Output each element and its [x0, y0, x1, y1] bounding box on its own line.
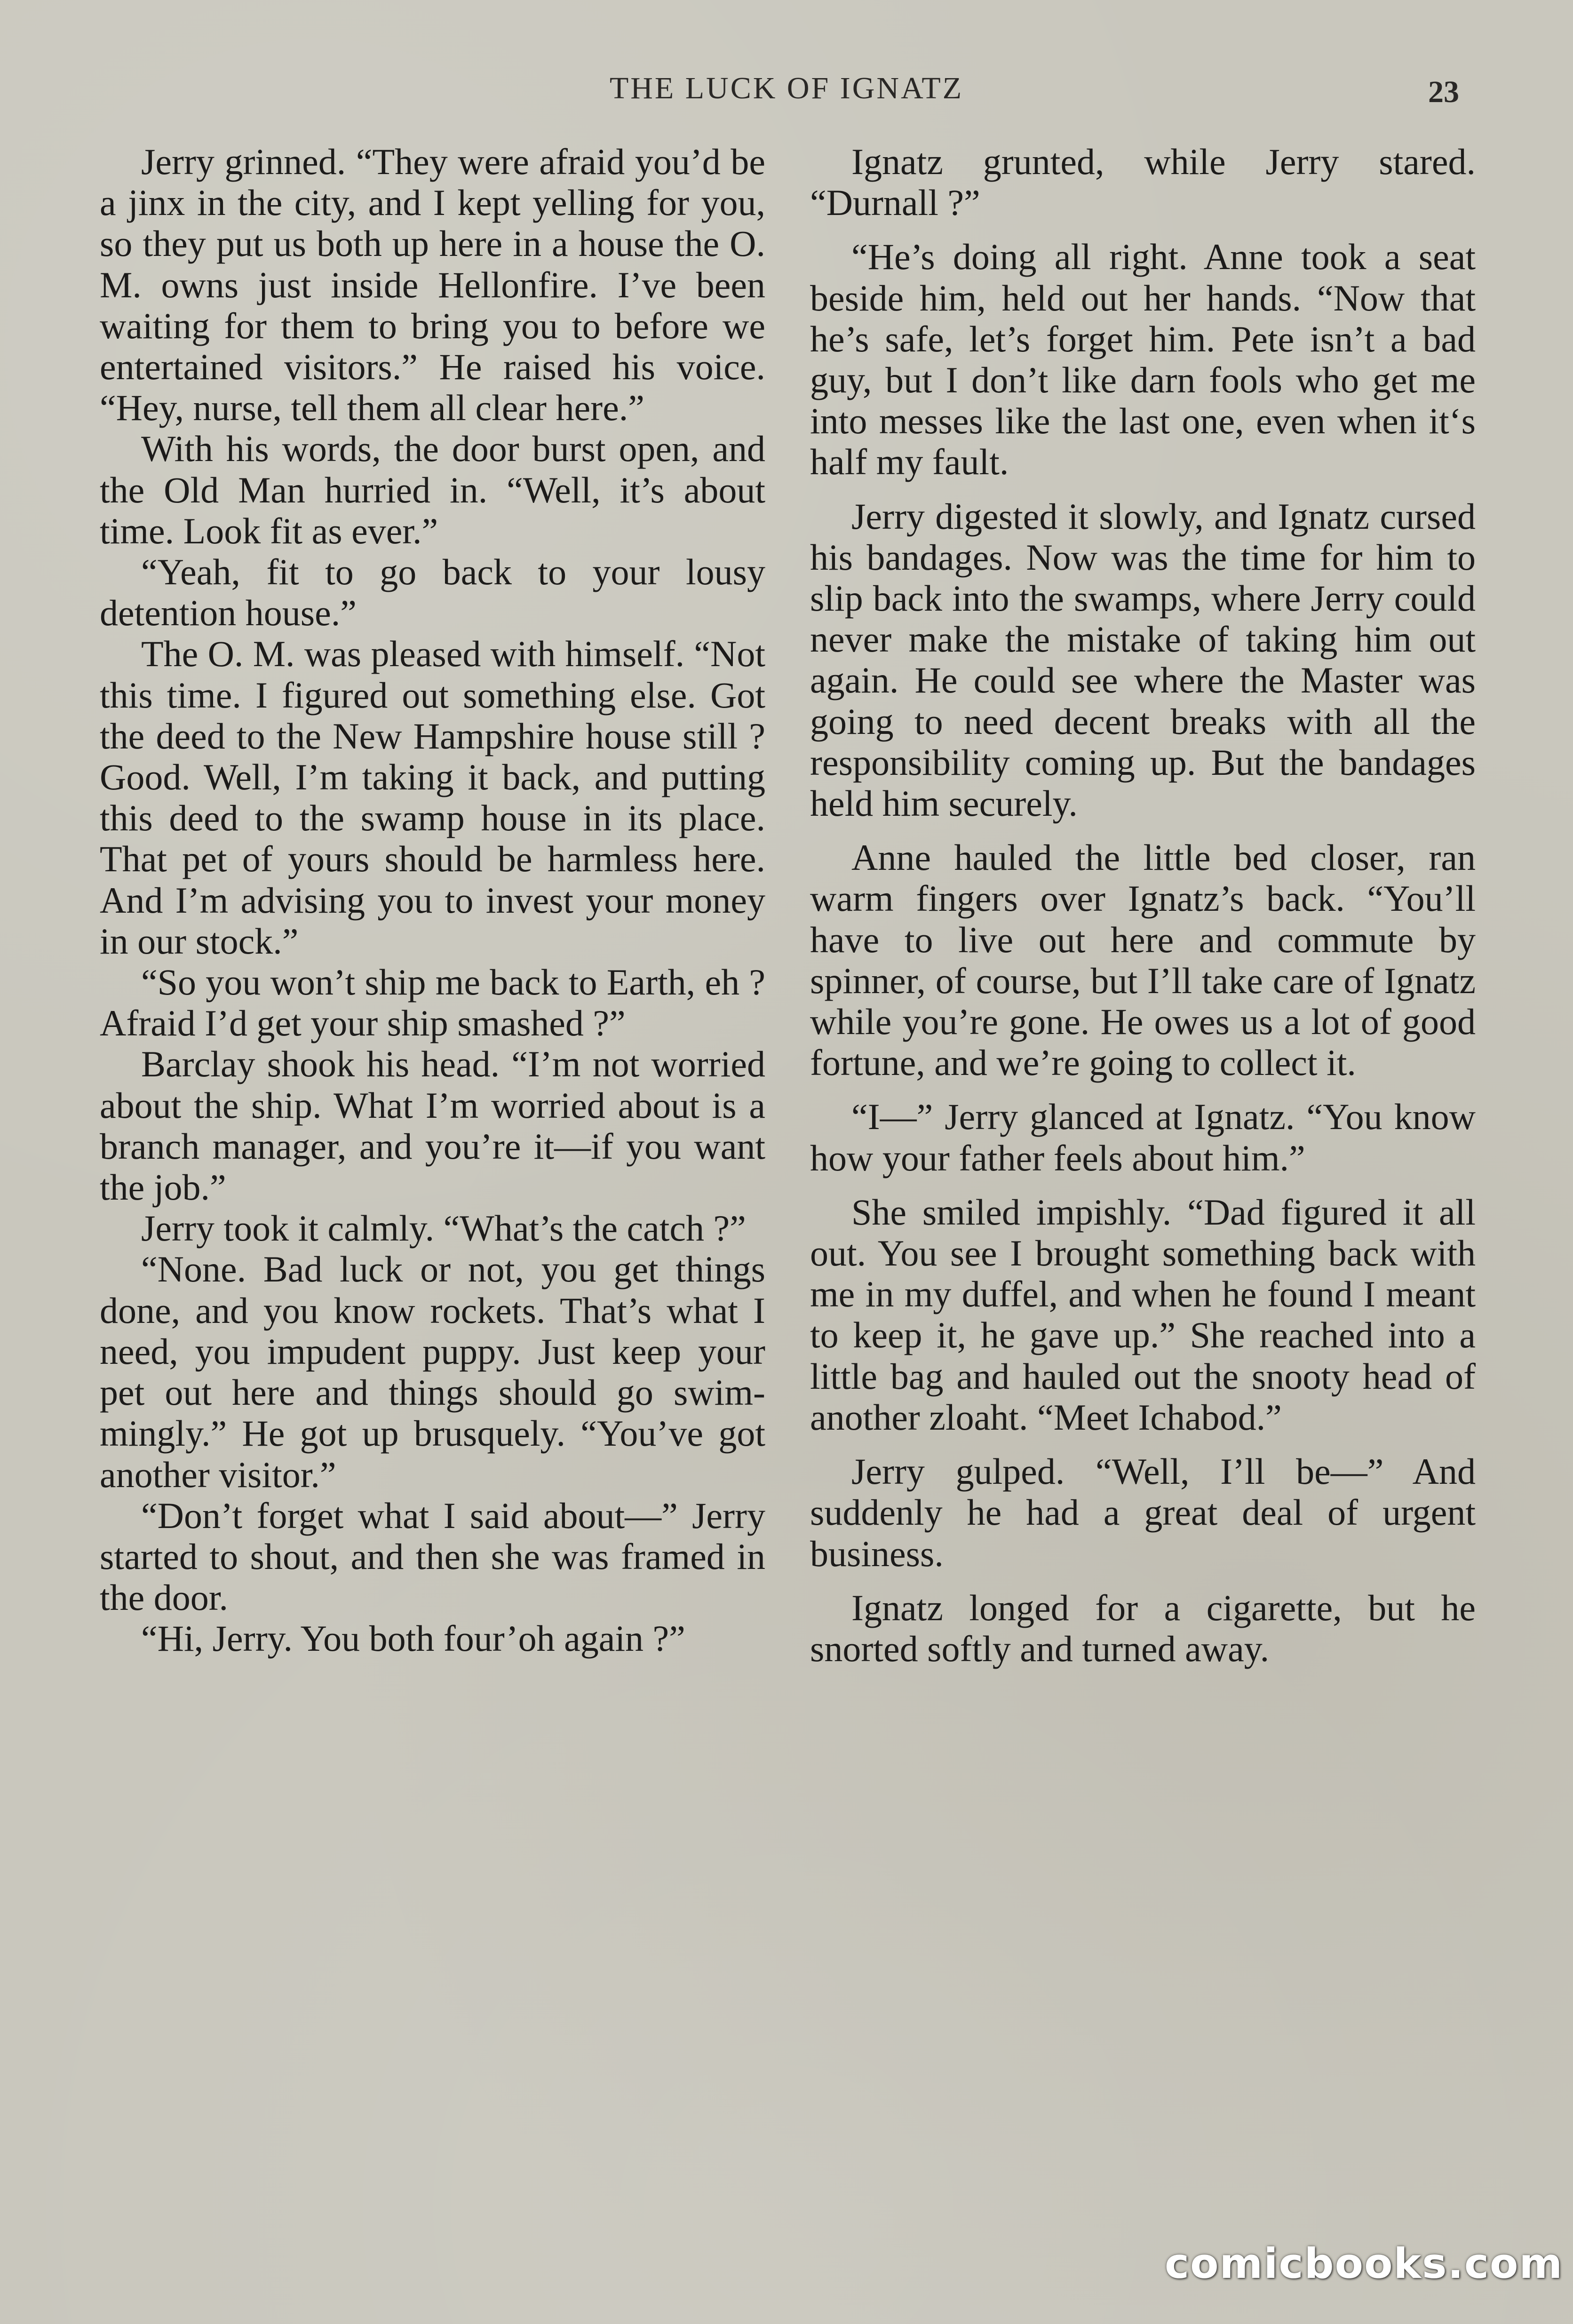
- paragraph: “He’s doing all right. Anne took a seat beside him, held out her hands. “Now that he’s safe, let’s forget him. Pete isn’t a bad guy, but I don’t like darn fools who get me into messes like the last one, even when it‘s half my fault.: [810, 236, 1476, 483]
- paragraph: “I—” Jerry glanced at Ignatz. “You know how your father feels about him.”: [810, 1096, 1476, 1178]
- paragraph: “None. Bad luck or not, you get things done, and you know rockets. That’s what I need, you impudent puppy. Just keep your pet out here and things should go swimmingly.” He got up brusquely. “You’ve got another visitor.”: [100, 1249, 765, 1495]
- left-column: [100, 141, 765, 1659]
- paragraph: Jerry digested it slowly, and Ignatz cursed his bandages. Now was the time for him to slip back into the swamps, where Jerry could never make the mistake of taking him out again. He could see where the Master was going to need decent breaks with all the responsibility coming up. But the bandages held him securely.: [810, 495, 1476, 824]
- paragraph: “Hi, Jerry. You both four’oh again ?”: [141, 1618, 685, 1659]
- paragraph: “So you won’t ship me back to Earth, eh ? Afraid I’d get your ship smashed ?”: [100, 962, 765, 1044]
- page-number: 23: [1428, 75, 1459, 109]
- paragraph: Ignatz grunted, while Jerry stared. “Durnall ?”: [810, 141, 1476, 223]
- paragraph: She smiled impishly. “Dad figured it all out. You see I brought something back with me in my duffel, and when he found I meant to keep it, he gave up.” She reached into a little bag and hauled out the snooty head of another zloaht. “Meet Ichabod.”: [810, 1191, 1476, 1438]
- paragraph: Jerry took it calmly. “What’s the catch ?”: [141, 1208, 746, 1249]
- paragraph: The O. M. was pleased with himself. “Not this time. I figured out something else. Got the deed to the New Hampshire house still ? Good. Well, I’m taking it back, and putting this deed to the swamp house in its place. That pet of yours should be harmless here. And I’m advising you to invest your money in our stock.”: [100, 633, 765, 962]
- paragraph: Jerry grinned. “They were afraid you’d be a jinx in the city, and I kept yelling for you, so they put us both up here in a house the O. M. owns just inside Hellonfire. I’ve been waiting for them to bring you to before we entertained visitors.” He raised his voice. “Hey, nurse, tell them all clear here.”: [100, 141, 765, 429]
- right-column: [810, 141, 1476, 1682]
- paragraph: “Don’t forget what I said about—” Jerry started to shout, and then she was framed in the door.: [100, 1495, 765, 1618]
- watermark-logo: comicbooks.com: [1165, 2239, 1564, 2288]
- paragraph: Jerry gulped. “Well, I’ll be—” And suddenly he had a great deal of urgent business.: [810, 1451, 1476, 1574]
- paragraph: Anne hauled the little bed closer, ran warm fingers over Ignatz’s back. “You’ll have to live out here and commute by spinner, of course, but I’ll take care of Ignatz while you’re gone. He owes us a lot of good fortune, and we’re going to collect it.: [810, 837, 1476, 1083]
- paragraph: With his words, the door burst open, and the Old Man hurried in. “Well, it’s about time. Look fit as ever.”: [100, 428, 765, 551]
- paragraph: Barclay shook his head. “I’m not worried about the ship. What I’m worried about is a branch manager, and you’re it—if you want the job.”: [100, 1043, 765, 1208]
- paragraph: Ignatz longed for a cigarette, but he snorted softly and turned away.: [810, 1587, 1476, 1669]
- running-title: THE LUCK OF IGNATZ: [609, 71, 964, 105]
- paragraph: “Yeah, fit to go back to your lousy detention house.”: [100, 551, 765, 634]
